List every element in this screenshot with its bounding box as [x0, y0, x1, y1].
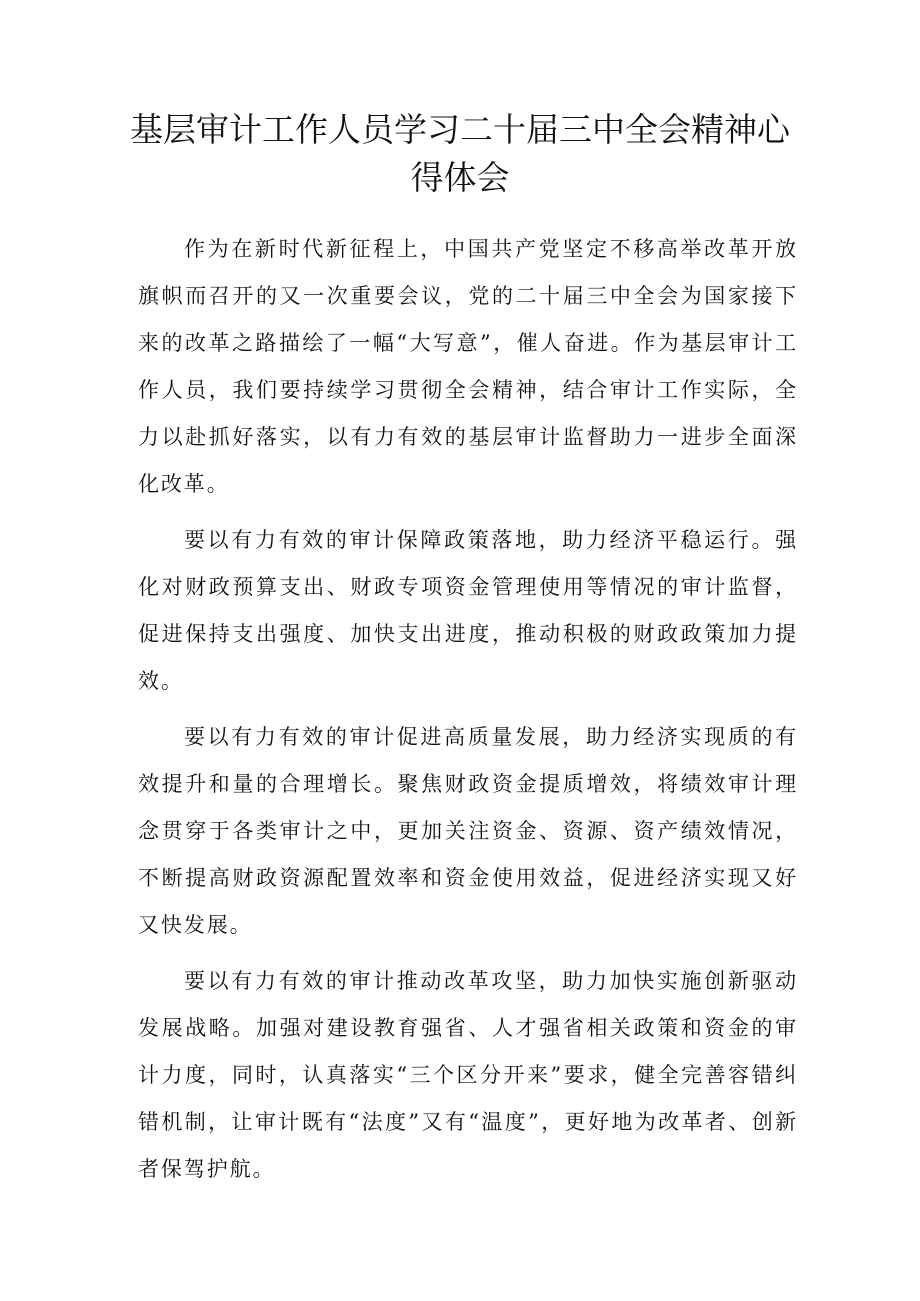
paragraph-intro: 作为在新时代新征程上，中国共产党坚定不移高举改革开放旗帜而召开的又一次重要会议，党的二十届三中全会为国家接下来的改革之路描绘了一幅“大写意”，催人奋进。作为基层审计工作人员，我们要持续学习贯彻全会精神，结合审计工作实际，全力以赴抓好落实，以有力有效的基层审计监督助力一进步全面深化改革。 [138, 237, 798, 496]
paragraph-development: 要以有力有效的审计促进高质量发展，助力经济实现质的有效提升和量的合理增长。聚焦财政资金提质增效，将绩效审计理念贯穿于各类审计之中，更加关注资金、资源、资产绩效情况，不断提高财政资源配置效率和资金使用效益，促进经济实现又好又快发展。 [138, 725, 798, 937]
paragraph-policy: 要以有力有效的审计保障政策落地，助力经济平稳运行。强化对财政预算支出、财政专项资金管理使用等情况的审计监督，促进保持支出强度、加快支出进度，推动积极的财政政策加力提效。 [138, 528, 798, 693]
document-body [138, 226, 798, 1193]
document-title-line-2: 得体会 [410, 158, 510, 197]
document-title-line-1: 基层审计工作人员学习二十届三中全会精神心 [130, 110, 790, 149]
paragraph-reform: 要以有力有效的审计推动改革攻坚，助力加快实施创新驱动发展战略。加强对建设教育强省、人才强省相关政策和资金的审计力度，同时，认真落实“三个区分开来”要求，健全完善容错纠错机制，让审计既有“法度”又有“温度”，更好地为改革者、创新者保驾护航。 [138, 969, 798, 1181]
